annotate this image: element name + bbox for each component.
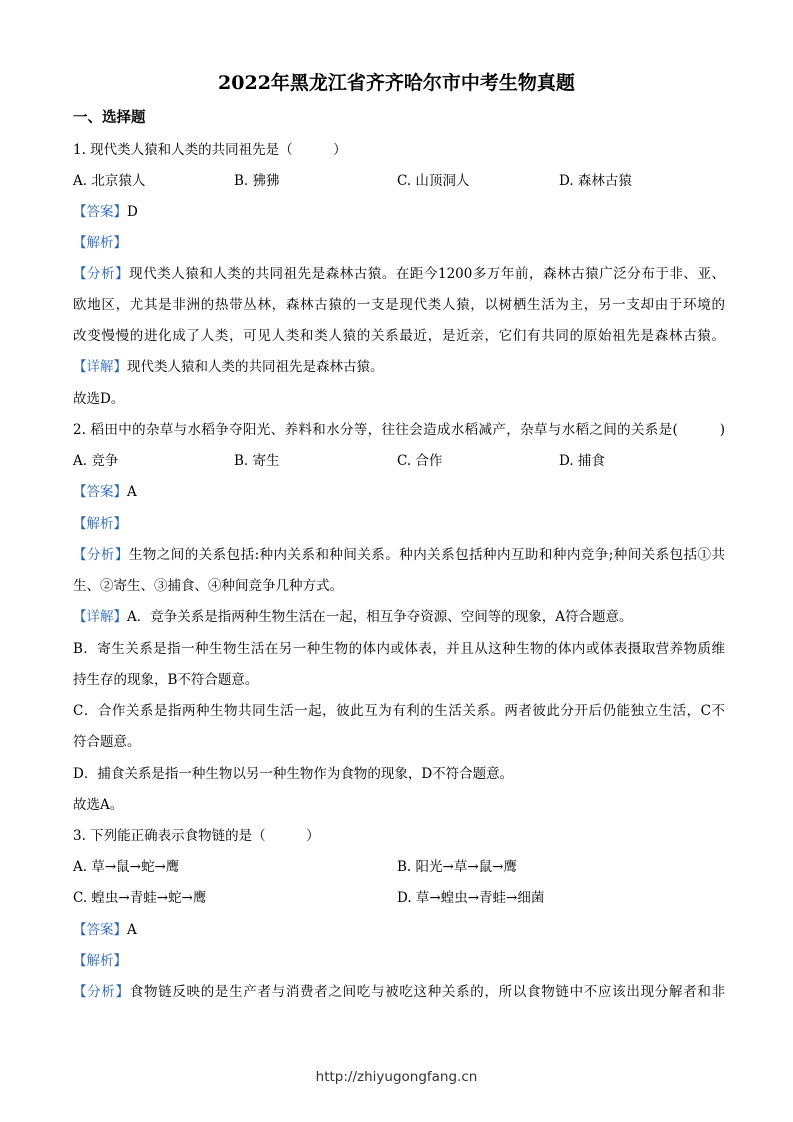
q1-option-a: A. 北京猿人 [73, 173, 146, 189]
q3-answer-value: A [127, 922, 137, 938]
answer-tag: 【答案】 [73, 484, 127, 500]
q2-line-c-2: 符合题意。 [73, 734, 141, 750]
q2-conclusion: 故选A。 [73, 797, 124, 813]
q2-option-c: C. 合作 [397, 453, 443, 469]
q1-answer-value: D [127, 204, 138, 220]
analysis-tag: 【分析】 [73, 984, 130, 1000]
document-title: 2022年黑龙江省齐齐哈尔市中考生物真题 [218, 72, 575, 94]
q1-option-d: D. 森林古猿 [559, 173, 632, 189]
analysis-tag: 【分析】 [73, 547, 129, 563]
q2-explain-heading [73, 514, 725, 534]
answer-tag: 【答案】 [73, 922, 127, 938]
q1-analysis-line-3: 改变慢慢的进化成了人类，可见人类和类人猿的关系最近，是近亲，它们有共同的原始祖先是森林古猿。 [73, 328, 725, 344]
footer-url: http://zhiyugongfang.cn [315, 1069, 478, 1085]
q1-option-c: C. 山顶洞人 [397, 173, 470, 189]
q3-explain-heading [73, 951, 725, 971]
q2-option-a: A. 竞争 [73, 453, 119, 469]
q3-answer [73, 920, 725, 940]
q2-option-d: D. 捕食 [559, 453, 605, 469]
question-2-stem: 2. 稻田中的杂草与水稻争夺阳光、养料和水分等，往往会造成水稻减产，杂草与水稻之间的关系是( ) [73, 422, 725, 438]
answer-tag: 【答案】 [73, 204, 127, 220]
q2-analysis-line-2: 生、②寄生、③捕食、④种间竞争几种方式。 [73, 578, 343, 594]
q2-detail: 【详解】A．竞争关系是指两种生物生活在一起，相互争夺资源、空间等的现象，A符合题意。 [73, 609, 633, 625]
q1-analysis-line-1: 【分析】现代类人猿和人类的共同祖先是森林古猿。在距今1200多万年前，森林古猿广泛分布于非、亚、 [73, 266, 726, 282]
question-1-stem: 1. 现代类人猿和人类的共同祖先是（ ） [73, 142, 347, 158]
q2-line-b-2: 持生存的现象，B不符合题意。 [73, 672, 259, 688]
explain-tag: 【解析】 [73, 235, 127, 251]
explain-tag: 【解析】 [73, 516, 127, 532]
q3-analysis-line-1: 【分析】食物链反映的是生产者与消费者之间吃与被吃这种关系的，所以食物链中不应该出现分解者和非 [73, 984, 726, 1000]
q3-option-c: C. 蝗虫→青蛙→蛇→鹰 [73, 890, 207, 906]
q1-conclusion: 故选D。 [73, 391, 125, 407]
q1-explain-heading [73, 233, 725, 253]
q2-analysis-line-1: 【分析】生物之间的关系包括:种内关系和种间关系。种内关系包括种内互助和种内竞争;种间关系包括①共 [73, 547, 725, 563]
q1-answer [73, 202, 725, 222]
detail-tag: 【详解】 [73, 359, 127, 375]
q2-answer-value: A [127, 484, 137, 500]
q1-option-b: B. 狒狒 [234, 173, 280, 189]
section-heading: 一、选择题 [73, 109, 146, 126]
analysis-tag: 【分析】 [73, 266, 130, 282]
q2-line-b-1: B．寄生关系是指一种生物生活在另一种生物的体内或体表，并且从这种生物的体内或体表摄取营养物质维 [73, 641, 725, 657]
q2-line-c-1: C．合作关系是指两种生物共同生活一起，彼此互为有利的生活关系。两者彼此分开后仍能独立生活，C不 [73, 703, 725, 719]
q2-answer [73, 482, 725, 502]
detail-tag: 【详解】 [73, 609, 127, 625]
explain-tag: 【解析】 [73, 953, 127, 969]
q1-detail: 【详解】现代类人猿和人类的共同祖先是森林古猿。 [73, 359, 384, 375]
q3-option-b: B. 阳光→草→鼠→鹰 [397, 859, 517, 875]
q3-option-d: D. 草→蝗虫→青蛙→细菌 [397, 890, 545, 906]
q2-line-d: D．捕食关系是指一种生物以另一种生物作为食物的现象，D不符合题意。 [73, 766, 514, 782]
q3-option-a: A. 草→鼠→蛇→鹰 [73, 859, 180, 875]
question-3-stem: 3. 下列能正确表示食物链的是（ ） [73, 828, 320, 844]
q1-analysis-line-2: 欧地区，尤其是非洲的热带丛林，森林古猿的一支是现代类人猿，以树栖生活为主，另一支却由于环境的 [73, 297, 725, 313]
q2-option-b: B. 寄生 [234, 453, 280, 469]
